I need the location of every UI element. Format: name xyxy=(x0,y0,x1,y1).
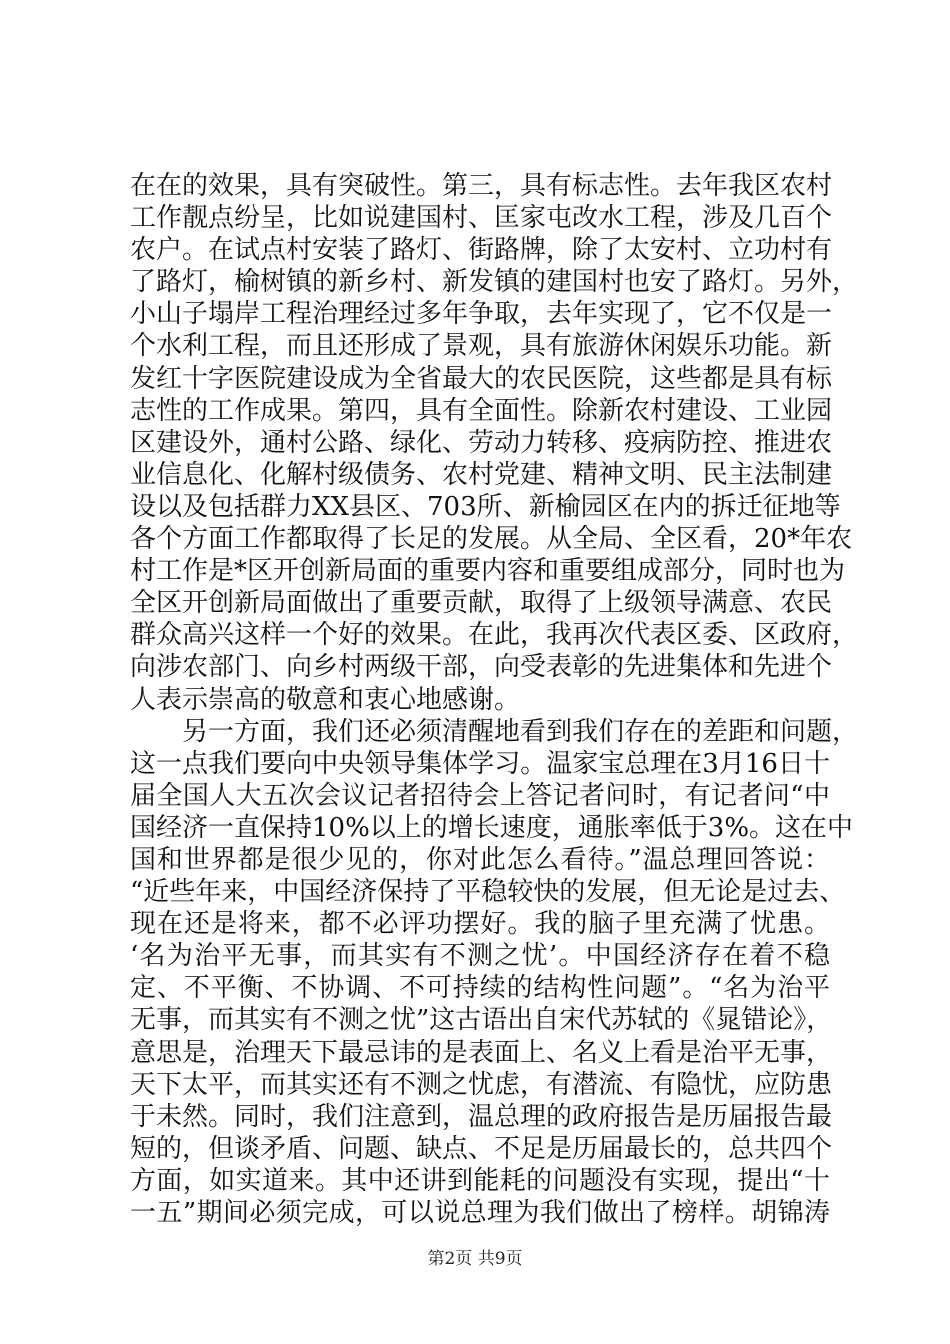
text-line: 村工作是*区开创新局面的重要内容和重要组成部分，同时也为 xyxy=(130,556,846,587)
text-line: 于未然。同时，我们注意到，温总理的政府报告是历届报告最 xyxy=(130,1101,833,1132)
text-line: 定、不平衡、不协调、不可持续的结构性问题”。“名为治平 xyxy=(130,973,830,1004)
text-line: 农户。在试点村安装了路灯、街路牌，除了太安村、立功村有 xyxy=(130,235,833,266)
text-line: 业信息化、化解村级债务、农村党建、精神文明、民主法制建 xyxy=(130,459,833,490)
text-line: 另一方面，我们还必须清醒地看到我们存在的差距和问题， xyxy=(130,716,859,747)
text-line: 现在还是将来，都不必评功摆好。我的脑子里充满了忧患。 xyxy=(130,909,830,940)
text-line: 区建设外，通村公路、绿化、劳动力转移、疫病防控、推进农 xyxy=(130,427,833,458)
text-line: ‘名为治平无事，而其实有不测之忧’。中国经济存在着不稳 xyxy=(130,941,830,972)
text-line: 设以及包括群力XX县区、703所、新榆园区在内的拆迁征地等 xyxy=(130,491,841,522)
text-line: 无事，而其实有不测之忧”这古语出自宋代苏轼的《晁错论》， xyxy=(130,1005,833,1036)
text-line: 天下太平，而其实还有不测之忧虑，有潜流、有隐忧，应防患 xyxy=(130,1069,833,1100)
text-line: 意思是，治理天下最忌讳的是表面上、名义上看是治平无事， xyxy=(130,1037,833,1068)
text-line: 了路灯，榆树镇的新乡村、新发镇的建国村也安了路灯。另外， xyxy=(130,267,859,298)
text-line: 志性的工作成果。第四，具有全面性。除新农村建设、工业园 xyxy=(130,395,833,426)
text-line: 人表示崇高的敬意和衷心地感谢。 xyxy=(130,684,521,715)
page-number-footer: 第2页 共9页 xyxy=(427,1249,523,1269)
text-line: 一五”期间必须完成，可以说总理为我们做出了榜样。胡锦涛 xyxy=(130,1198,830,1228)
text-line: 国和世界都是很少见的，你对此怎么看待。”温总理回答说： xyxy=(130,844,830,875)
text-line: 国经济一直保持10%以上的增长速度，通胀率低于3%。这在中 xyxy=(130,812,854,843)
text-line: 向涉农部门、向乡村两级干部，向受表彰的先进集体和先进个 xyxy=(130,652,833,683)
text-line: 届全国人大五次会议记者招待会上答记者问时，有记者问“中 xyxy=(130,780,830,811)
text-line: 在在的效果，具有突破性。第三，具有标志性。去年我区农村 xyxy=(130,171,833,201)
text-line: 发红十字医院建设成为全省最大的农民医院，这些都是具有标 xyxy=(130,363,833,394)
text-line: 工作靓点纷呈，比如说建国村、匡家屯改水工程，涉及几百个 xyxy=(130,203,833,234)
text-line: 这一点我们要向中央领导集体学习。温家宝总理在3月16日十 xyxy=(130,748,830,779)
text-line: 方面，如实道来。其中还讲到能耗的问题没有实现，提出“十 xyxy=(130,1165,830,1196)
text-line: 群众高兴这样一个好的效果。在此，我再次代表区委、区政府， xyxy=(130,620,859,651)
text-line: 各个方面工作都取得了长足的发展。从全局、全区看，20*年农 xyxy=(130,524,853,555)
body-text xyxy=(130,170,859,1229)
text-line: 短的，但谈矛盾、问题、缺点、不足是历届最长的，总共四个 xyxy=(130,1133,833,1164)
text-line: 小山子塌岸工程治理经过多年争取，去年实现了，它不仅是一 xyxy=(130,299,833,330)
text-line: 个水利工程，而且还形成了景观，具有旅游休闲娱乐功能。新 xyxy=(130,331,833,362)
text-line: 全区开创新局面做出了重要贡献，取得了上级领导满意、农民 xyxy=(130,588,833,619)
text-line: “近些年来，中国经济保持了平稳较快的发展，但无论是过去、 xyxy=(130,877,846,908)
